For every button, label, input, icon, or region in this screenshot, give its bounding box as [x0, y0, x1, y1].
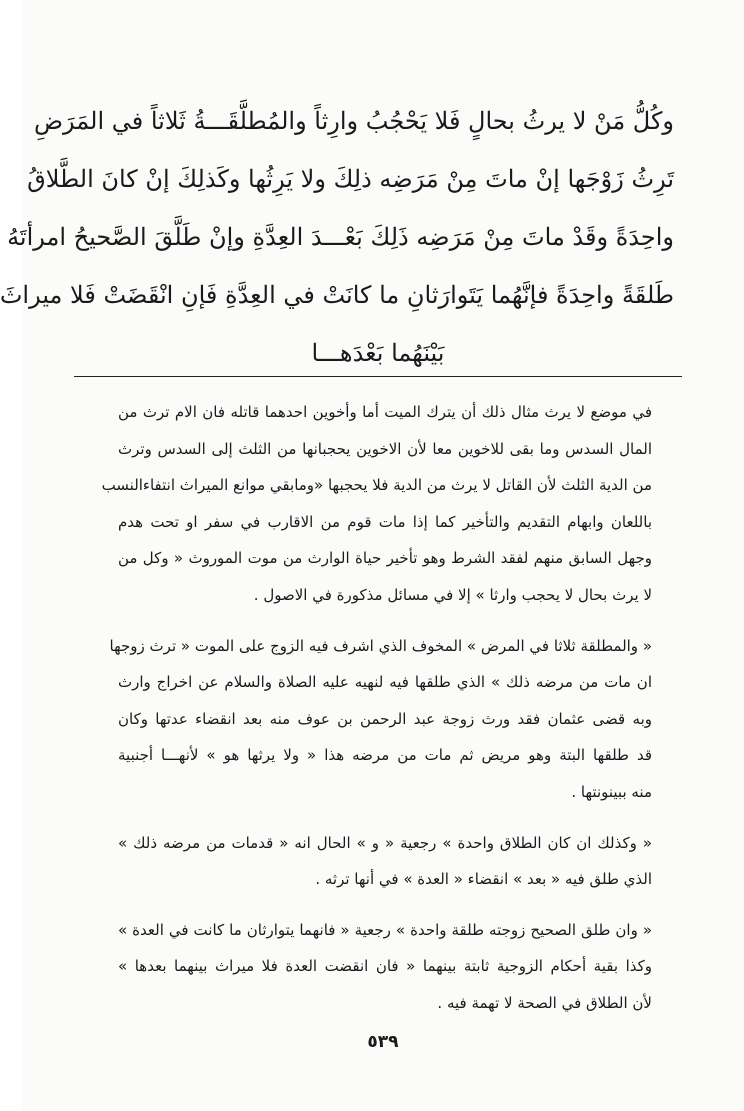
section-divider [74, 376, 682, 377]
commentary-line: لأن الطلاق في الصحة لا تهمة فيه . [437, 993, 652, 1012]
commentary-line: « وكذلك ان كان الطلاق واحدة » رجعية « و » الحال انه « قدمات من مرضه ذلك » [118, 833, 652, 852]
commentary-line: « وان طلق الصحيح زوجته طلقة واحدة » رجعية « فانهما يتوارثان ما كانت في العدة » [118, 920, 652, 939]
verse-text-block [0, 92, 674, 382]
commentary-line: من الدية الثلث لأن القاتل لا يرث من الدية فلا يحجبها «ومابقي موانع الميراث انتفاءالنسب [101, 476, 652, 495]
commentary-paragraph [109, 628, 652, 811]
commentary-block [101, 394, 652, 1036]
commentary-line: منه ببينونتها . [571, 782, 652, 801]
commentary-line: « والمطلقة ثلاثا في المرض » المخوف الذي اشرف فيه الزوج على الموت « ترث زوجها [109, 636, 652, 655]
verse-line: طَلقَةً واحِدَةً فإنَّهُما يَتَوارَثانِ ما كانَتْ في العِدَّةِ فَإنِ انْقَضَتْ فَلا ميراثَ [0, 281, 674, 309]
commentary-line: ان مات من مرضه ذلك » الذي طلقها فيه لنهيه عليه الصلاة والسلام عن اخراج وارث [118, 673, 652, 692]
commentary-paragraph [118, 825, 652, 898]
commentary-line: الذي طلق فيه « بعد » انقضاء « العدة » في أنها ترثه . [315, 870, 652, 889]
commentary-line: وجهل السابق منهم لفقد الشرط وهو تأخير حياة الوارث من موت الموروث « وكل من [118, 549, 652, 568]
commentary-line: باللعان وابهام التقديم والتأخير كما إذا مات قوم من الاقارب في سفر او تحت هدم [118, 512, 652, 531]
verse-line: واحِدَةً وقَدْ ماتَ مِنْ مَرَضِه ذَلِكَ بَعْـــدَ العِدَّةِ وإنْ طَلَّقَ الصَّحيحُ امرأتَهُ [7, 223, 674, 251]
commentary-line: وكذا بقية أحكام الزوجية ثابتة بينهما « فان انقضت العدة فلا ميراث بينهما بعدها » [118, 957, 652, 976]
commentary-paragraph [101, 394, 652, 614]
commentary-line: المال السدس وما بقى للاخوين معا لأن الاخوين يحجبانها من الثلث إلى السدس وترث [118, 439, 652, 458]
verse-line: وكُلُّ مَنْ لا يرثُ بحالٍ فَلا يَحْجُبُ وارِثاً والمُطلَّقَـــةُ ثَلاثاً في المَرَضِ [34, 107, 674, 135]
commentary-line: في موضع لا يرث مثال ذلك أن يترك الميت أما وأخوين احدهما قاتله فان الام ترث من [118, 403, 652, 421]
commentary-paragraph [118, 912, 652, 1022]
commentary-line: قد طلقها البتة وهو مريض ثم مات من مرضه هذا « ولا يرثها هو » لأنهـــا أجنبية [118, 746, 652, 765]
commentary-line: وبه قضى عثمان فقد ورث زوجة عبد الرحمن بن عوف منه بعد انقضاء عدتها وكان [118, 709, 652, 728]
verse-line: تَرِثُ زَوْجَها إنْ ماتَ مِنْ مَرَضِه ذلِكَ ولا يَرِثُها وكَذلِكَ إنْ كانَ الطَّلاقُ [27, 165, 674, 193]
commentary-line: لا يرث بحال لا يحجب وارثا » إلا في مسائل مذكورة في الاصول . [253, 585, 652, 604]
verse-line: بَيْنَهُما بَعْدَهـــا [311, 339, 445, 367]
page-number: ٥٣٩ [367, 1032, 399, 1052]
